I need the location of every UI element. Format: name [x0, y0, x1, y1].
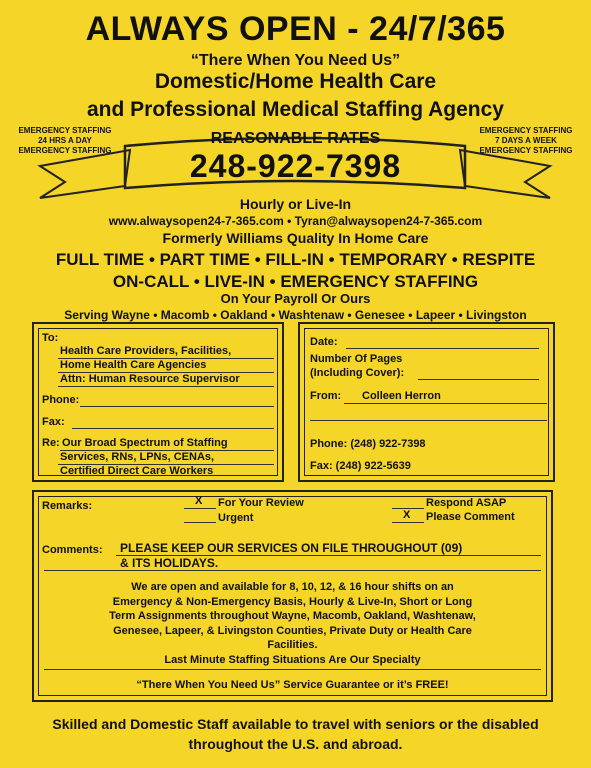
from-box: [298, 322, 555, 482]
comments-label: Comments:: [42, 544, 103, 556]
remarks-box: [32, 490, 553, 702]
subtitle-line-1: Domestic/Home Health Care: [154, 70, 437, 93]
footer-line-2: throughout the U.S. and abroad.: [188, 736, 403, 752]
date-label: Date:: [310, 336, 338, 348]
services-line-1: FULL TIME • PART TIME • FILL-IN • TEMPORARY • RESPITE: [55, 250, 536, 269]
footer-line-1: Skilled and Domestic Staff available to travel with seniors or the disabled: [52, 716, 539, 732]
subtitle-line-2: and Professional Medical Staffing Agency: [87, 98, 504, 121]
pages-label-2: (Including Cover):: [310, 367, 405, 379]
re-line-2: Services, RNs, LPNs, CENAs,: [60, 451, 215, 463]
hourly-text: Hourly or Live-In: [239, 196, 352, 212]
urgent-option: Urgent: [218, 512, 254, 524]
re-label: Re:: [42, 437, 60, 449]
comments-line-2: & ITS HOLIDAYS.: [120, 556, 219, 570]
payroll-text: On Your Payroll Or Ours: [220, 291, 371, 306]
fax-label: Fax:: [42, 416, 65, 428]
services-paragraph: We are open and available for 8, 10, 12, & 16 hour shifts on an Emergency & Non-Emergency Basis, Hourly & Live-In, Short or Long Term Assignments throughout Wayne, Macomb, Oakland, Washtenaw, Genesee, Lapeer, & Livingston Counties, Private Duty or Health Care Facilities. Last Minute Staffing Situations Are Our Specialty: [109, 581, 476, 666]
remarks-label: Remarks:: [42, 500, 93, 512]
comment-checkmark: X: [403, 509, 411, 521]
comment-option: Please Comment: [426, 511, 515, 523]
to-line-3: Attn: Human Resource Supervisor: [60, 373, 240, 385]
from-label: From:: [310, 390, 342, 402]
re-line-1: Our Broad Spectrum of Staffing: [62, 437, 228, 449]
re-line-3: Certified Direct Care Workers: [60, 465, 214, 477]
review-checkmark: X: [195, 495, 203, 507]
review-option: For Your Review: [218, 497, 304, 509]
date-field[interactable]: [346, 348, 539, 349]
serving-counties: Serving Wayne • Macomb • Oakland • Washtenaw • Genesee • Lapeer • Livingston: [64, 308, 527, 322]
comment-checkbox[interactable]: [392, 522, 424, 523]
to-box: [32, 322, 284, 482]
phone-label: Phone:: [42, 394, 80, 406]
right-emergency-note: EMERGENCY STAFFING 7 DAYS A WEEK EMERGENCY STAFFING: [479, 126, 573, 155]
services-line-2: ON-CALL • LIVE-IN • EMERGENCY STAFFING: [112, 272, 479, 291]
to-line-1: Health Care Providers, Facilities,: [60, 345, 232, 357]
tagline: “There When You Need Us”: [190, 52, 401, 69]
from-value: Colleen Herron: [362, 390, 441, 402]
website-email: www.alwaysopen24-7-365.com • Tyran@alwaysopen24-7-365.com: [108, 214, 483, 228]
pages-label: Number Of Pages: [310, 353, 403, 365]
phone-field[interactable]: [80, 406, 274, 407]
urgent-checkbox[interactable]: [184, 522, 216, 523]
from-fax: Fax: (248) 922-5639: [310, 460, 411, 472]
left-emergency-note: EMERGENCY STAFFING 24 HRS A DAY EMERGENCY STAFFING: [18, 126, 112, 155]
comments-line-1: PLEASE KEEP OUR SERVICES ON FILE THROUGHOUT (09): [120, 541, 463, 555]
main-phone-number: 248-922-7398: [189, 148, 402, 184]
pages-field[interactable]: [418, 379, 539, 380]
guarantee-text: “There When You Need Us” Service Guarantee or it’s FREE!: [136, 679, 449, 691]
formerly-text: Formerly Williams Quality In Home Care: [162, 230, 429, 246]
from-phone: Phone: (248) 922-7398: [310, 438, 426, 450]
to-line-2: Home Health Care Agencies: [60, 359, 207, 371]
page-title: ALWAYS OPEN - 24/7/365: [85, 10, 506, 48]
review-checkbox[interactable]: [184, 508, 216, 509]
fax-field[interactable]: [72, 428, 274, 429]
reasonable-rates: REASONABLE RATES: [210, 130, 381, 147]
respond-option: Respond ASAP: [426, 497, 507, 509]
to-label: To:: [42, 332, 59, 344]
